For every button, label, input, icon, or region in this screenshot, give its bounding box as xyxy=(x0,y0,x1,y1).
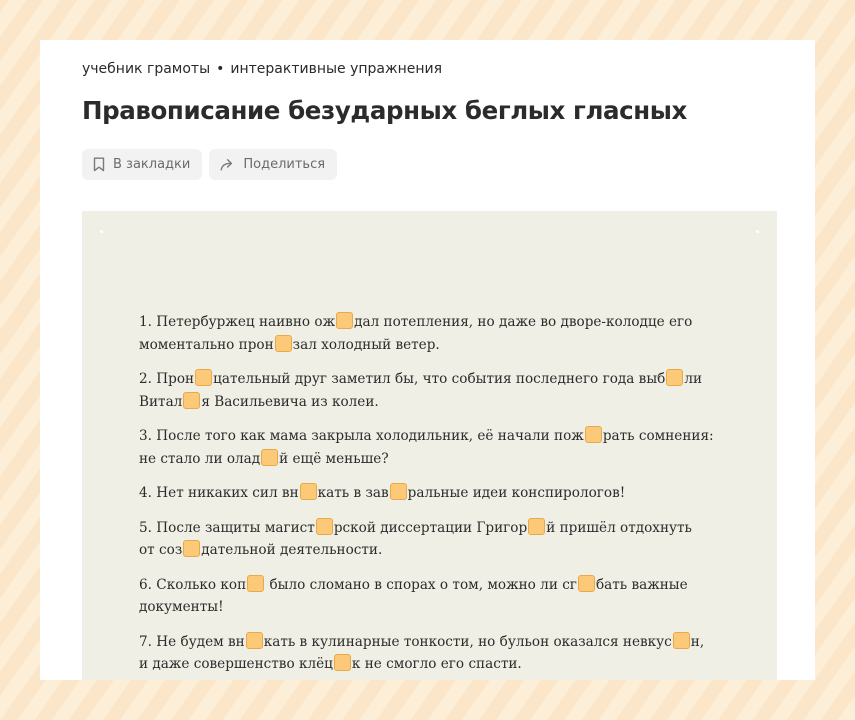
sentence-text: кать в зав xyxy=(317,485,389,501)
share-button-label: Поделиться xyxy=(243,157,326,172)
sentence-text: 3. После того как мама закрыла холодильник, её начали пож xyxy=(139,428,584,444)
letter-blank[interactable] xyxy=(528,518,545,535)
letter-blank[interactable] xyxy=(316,518,333,535)
sentence-text: зал холодный ветер. xyxy=(292,336,440,353)
sentence-text: ли xyxy=(684,371,703,387)
exercise-item-4 xyxy=(139,482,729,505)
breadcrumb-separator: • xyxy=(216,61,225,77)
exercise-panel xyxy=(82,211,777,680)
letter-blank[interactable] xyxy=(183,540,200,557)
letter-blank[interactable] xyxy=(336,312,353,329)
letter-blank[interactable] xyxy=(334,654,351,671)
sentence-text: 6. Сколько коп xyxy=(139,576,247,593)
letter-blank[interactable] xyxy=(246,632,263,649)
sentence-text: было сломано в спорах о том, можно ли сг xyxy=(265,576,577,593)
sentence-text: Витал xyxy=(139,393,183,410)
sentence-text: и даже совершенство клёц xyxy=(139,656,333,672)
exercise-list xyxy=(139,311,729,680)
sentence-text: ральные идеи конспирологов! xyxy=(407,485,626,501)
sentence-text: моментально прон xyxy=(139,336,274,353)
sentence-text: рской диссертации Григор xyxy=(333,519,528,536)
bookmark-icon xyxy=(93,157,105,172)
exercise-item-7 xyxy=(139,631,729,676)
sentence-text: к не смогло его спасти. xyxy=(351,656,522,672)
bookmark-button[interactable] xyxy=(82,149,202,180)
letter-blank[interactable] xyxy=(275,335,292,352)
sentence-text: цательный друг заметил бы, что события последнего года выб xyxy=(213,371,666,387)
sentence-text: не стало ли олад xyxy=(139,450,261,467)
breadcrumb xyxy=(82,61,442,77)
sentence-text: от соз xyxy=(139,542,183,558)
sentence-text: 7. Не будем вн xyxy=(139,633,245,650)
sentence-text: й пришёл отдохнуть xyxy=(546,519,692,536)
sentence-text: 5. После защиты магист xyxy=(139,519,315,536)
article-actions xyxy=(82,149,337,180)
letter-blank[interactable] xyxy=(390,483,407,500)
exercise-item-3 xyxy=(139,425,729,470)
sentence-text: документы! xyxy=(139,599,224,615)
breadcrumb-item-exercises[interactable]: интерактивные упражнения xyxy=(230,61,443,77)
letter-blank[interactable] xyxy=(247,575,264,592)
sentence-text: дал потепления, но даже во дворе-колодце его xyxy=(354,314,693,330)
letter-blank[interactable] xyxy=(673,632,690,649)
exercise-item-2 xyxy=(139,368,729,413)
share-button[interactable] xyxy=(209,149,337,180)
decorative-dot xyxy=(100,230,103,233)
sentence-text: 4. Нет никаких сил вн xyxy=(139,485,299,501)
sentence-text: 1. Петербуржец наивно ож xyxy=(139,314,336,330)
bookmark-button-label: В закладки xyxy=(113,157,191,172)
sentence-text: я Васильевича из колеи. xyxy=(201,393,379,410)
sentence-text: дательной деятельности. xyxy=(201,542,383,558)
exercise-item-5 xyxy=(139,517,729,562)
letter-blank[interactable] xyxy=(195,369,212,386)
letter-blank[interactable] xyxy=(183,392,200,409)
exercise-item-1 xyxy=(139,311,729,356)
breadcrumb-item-textbook[interactable]: учебник грамоты xyxy=(82,61,211,77)
letter-blank[interactable] xyxy=(578,575,595,592)
sentence-text: бать важные xyxy=(595,576,688,593)
sentence-text: кать в кулинарные тонкости, но бульон оказался невкус xyxy=(263,633,672,650)
letter-blank[interactable] xyxy=(666,369,683,386)
exercise-item-6 xyxy=(139,574,729,619)
share-arrow-icon xyxy=(220,158,235,171)
letter-blank[interactable] xyxy=(300,483,317,500)
page-title: Правописание безударных беглых гласных xyxy=(82,96,687,125)
letter-blank[interactable] xyxy=(585,426,602,443)
decorative-dot xyxy=(756,230,759,233)
sentence-text: н, xyxy=(690,633,705,650)
sentence-text: 2. Прон xyxy=(139,371,195,387)
letter-blank[interactable] xyxy=(261,449,278,466)
article-card xyxy=(40,40,815,680)
sentence-text: рать сомнения: xyxy=(602,428,714,444)
sentence-text: й ещё меньше? xyxy=(279,450,389,467)
